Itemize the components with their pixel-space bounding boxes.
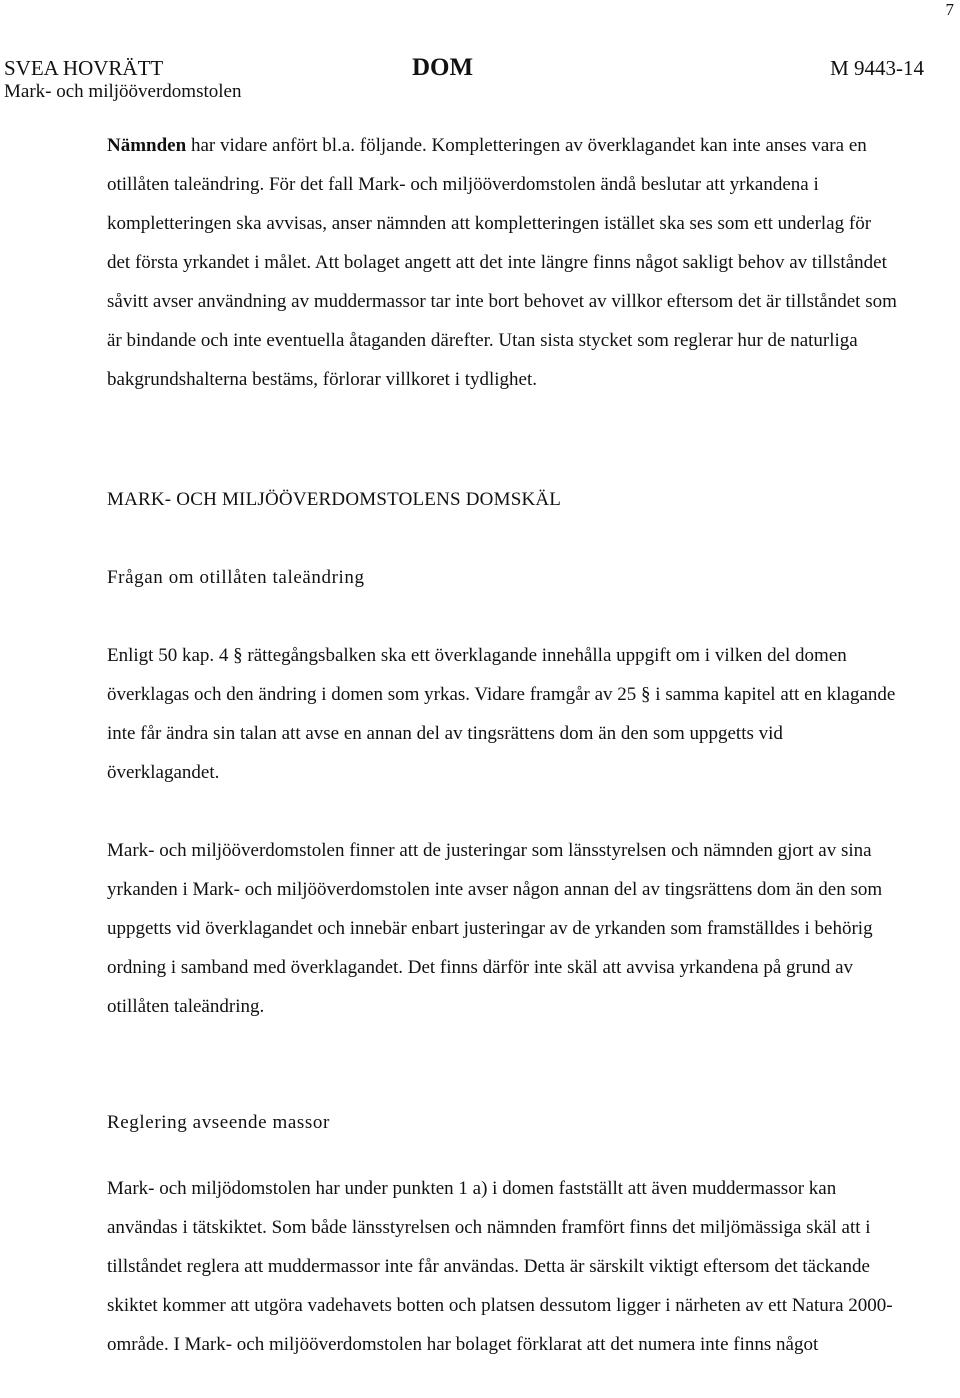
section-heading: MARK- OCH MILJÖÖVERDOMSTOLENS DOMSKÄL [107, 489, 562, 510]
paragraph-text: har vidare anfört bl.a. följande. Kompletteringen av överklagandet kan inte anses vara en otillåten taleändring. För det fall Mark- och miljööverdomstolen ändå beslutar att yrkandena i kompletteringen ska avvisas, anser nämnden att kompletteringen istället ska ses som ett underlag för det första yrkandet i målet. Att bolaget angett att det inte längre finns något sakligt behov av tillståndet såvitt avser användning av muddermassor tar inte bort behovet av villkor eftersom det är tillståndet som är bindande och inte eventuella åtaganden därefter. Utan sista stycket som reglerar hur de naturliga bakgrundshalterna bestäms, förlorar villkoret i tydlighet. [107, 135, 897, 390]
paragraph-board-arguments [107, 126, 897, 399]
document-type: DOM [412, 54, 474, 81]
paragraph-lead: Nämnden [107, 135, 187, 156]
paragraph-massor: Mark- och miljödomstolen har under punkten 1 a) i domen fastställt att även muddermassor kan användas i tätskiktet. Som både länsstyrelsen och nämnden framfört finns det miljömässiga skäl att i tillståndet reglera att muddermassor inte får användas. Detta är särskilt viktigt eftersom det täckande skiktet kommer att utgöra vadehavets botten och platsen dessutom ligger i närheten av ett Natura 2000-område. I Mark- och miljööverdomstolen har bolaget förklarat att det numera inte finns något [107, 1178, 893, 1355]
court-name: SVEA HOVRÄTT [4, 56, 164, 80]
paragraph-court-finding: Mark- och miljööverdomstolen finner att de justeringar som länsstyrelsen och nämnden gjort av sina yrkanden i Mark- och miljööverdomstolen inte avser någon annan del av tingsrättens dom än den som uppgetts vid överklagandet och innebär enbart justeringar av de yrkanden som framställdes i behörig ordning i samband med överklagandet. Det finns därför inte skäl att avvisa yrkandena på grund av otillåten taleändring. [107, 840, 883, 1017]
subheading-taleandring: Frågan om otillåten taleändring [107, 567, 365, 588]
case-number: M 9443-14 [830, 56, 924, 80]
document-header [4, 56, 924, 106]
subheading-massor: Reglering avseende massor [107, 1112, 330, 1133]
court-division: Mark- och miljööverdomstolen [4, 81, 242, 102]
paragraph-legal-basis: Enligt 50 kap. 4 § rättegångsbalken ska ett överklagande innehålla uppgift om i vilken del domen överklagas och den ändring i domen som yrkas. Vidare framgår av 25 § i samma kapitel att en klagande inte får ändra sin talan att avse en annan del av tingsrättens dom än den som uppgetts vid överklagandet. [107, 645, 896, 783]
page-number: 7 [945, 0, 954, 19]
